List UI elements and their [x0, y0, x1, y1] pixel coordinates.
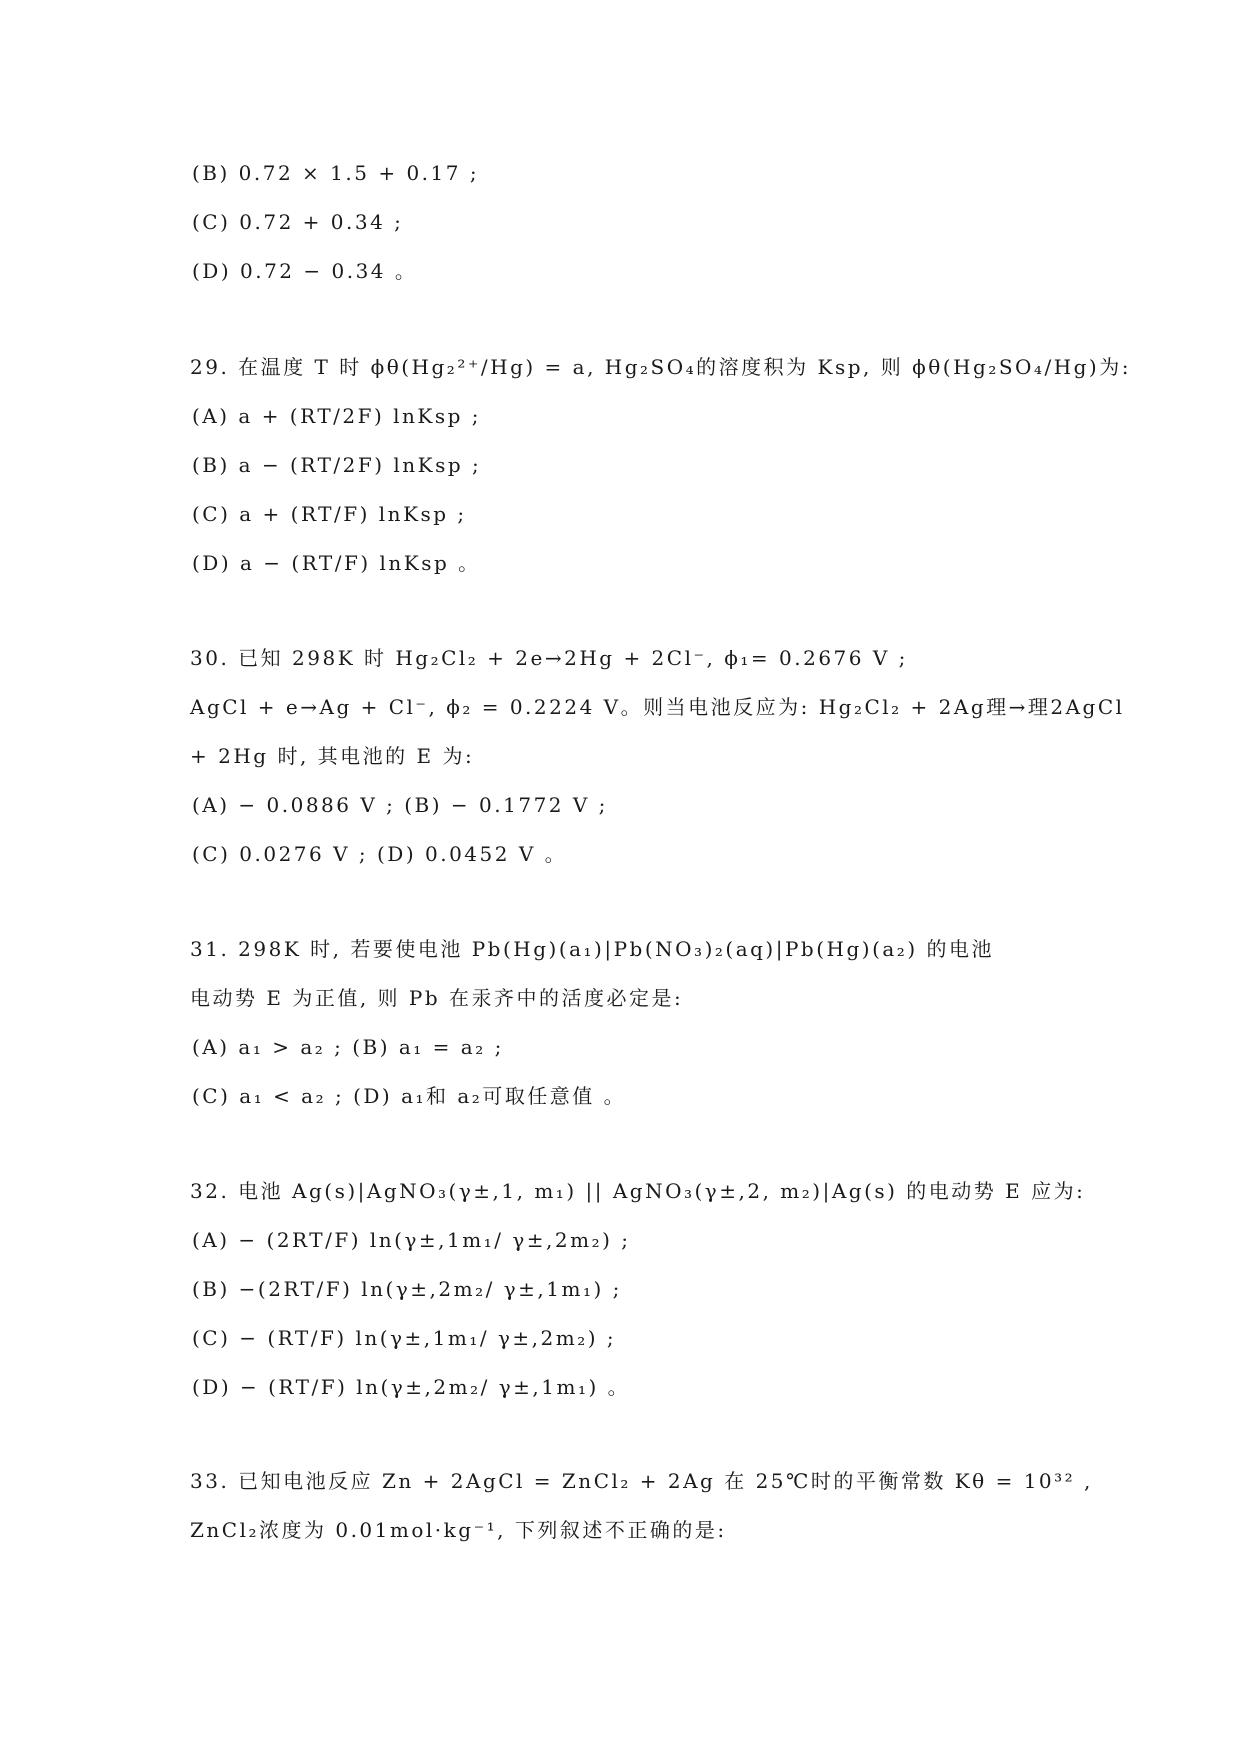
question-30-line3: + 2Hg 时, 其电池的 E 为: — [190, 744, 475, 768]
option-32-b: (B) −(2RT/F) ln(γ±,2m₂/ γ±,1m₁) ; — [192, 1277, 622, 1301]
options-30-c-d: (C) 0.0276 V ; (D) 0.0452 V 。 — [192, 842, 568, 866]
option-28-b: (B) 0.72 × 1.5 + 0.17 ; — [192, 161, 480, 185]
option-32-d: (D) − (RT/F) ln(γ±,2m₂/ γ±,1m₁) 。 — [192, 1375, 631, 1399]
question-32: 32. 电池 Ag(s)|AgNO₃(γ±,1, m₁) || AgNO₃(γ±,2, m₂)|Ag(s) 的电动势 E 应为: — [190, 1179, 1086, 1203]
option-29-c: (C) a + (RT/F) lnKsp ; — [192, 502, 467, 526]
option-28-d: (D) 0.72 − 0.34 。 — [192, 259, 418, 283]
option-29-b: (B) a − (RT/2F) lnKsp ; — [192, 453, 482, 477]
options-30-a-b: (A) − 0.0886 V ; (B) − 0.1772 V ; — [192, 793, 608, 817]
question-33-line2: ZnCl₂浓度为 0.01mol·kg⁻¹, 下列叙述不正确的是: — [190, 1518, 727, 1542]
question-33-line1: 33. 已知电池反应 Zn + 2AgCl = ZnCl₂ + 2Ag 在 25℃时的平衡常数 Kθ = 10³² , — [190, 1469, 1093, 1493]
question-30-line1: 30. 已知 298K 时 Hg₂Cl₂ + 2e→2Hg + 2Cl⁻, ϕ₁= 0.2676 V ; — [190, 646, 908, 670]
question-31-line2: 电动势 E 为正值, 则 Pb 在汞齐中的活度必定是: — [190, 986, 684, 1010]
options-31-a-b: (A) a₁ > a₂ ; (B) a₁ = a₂ ; — [192, 1035, 504, 1059]
option-32-a: (A) − (2RT/F) ln(γ±,1m₁/ γ±,2m₂) ; — [192, 1228, 631, 1252]
option-32-c: (C) − (RT/F) ln(γ±,1m₁/ γ±,2m₂) ; — [192, 1326, 617, 1350]
option-29-d: (D) a − (RT/F) lnKsp 。 — [192, 551, 481, 575]
option-29-a: (A) a + (RT/2F) lnKsp ; — [192, 404, 482, 428]
question-30-line2: AgCl + e→Ag + Cl⁻, ϕ₂ = 0.2224 V。则当电池反应为: Hg₂Cl₂ + 2Ag理→理2AgCl — [190, 695, 1125, 719]
option-28-c: (C) 0.72 + 0.34 ; — [192, 210, 404, 234]
question-29: 29. 在温度 T 时 ϕθ(Hg₂²⁺/Hg) = a, Hg₂SO₄的溶度积为 Ksp, 则 ϕθ(Hg₂SO₄/Hg)为: — [190, 355, 1131, 379]
question-31-line1: 31. 298K 时, 若要使电池 Pb(Hg)(a₁)|Pb(NO₃)₂(aq)|Pb(Hg)(a₂) 的电池 — [190, 937, 994, 961]
options-31-c-d: (C) a₁ < a₂ ; (D) a₁和 a₂可取任意值 。 — [192, 1084, 627, 1108]
